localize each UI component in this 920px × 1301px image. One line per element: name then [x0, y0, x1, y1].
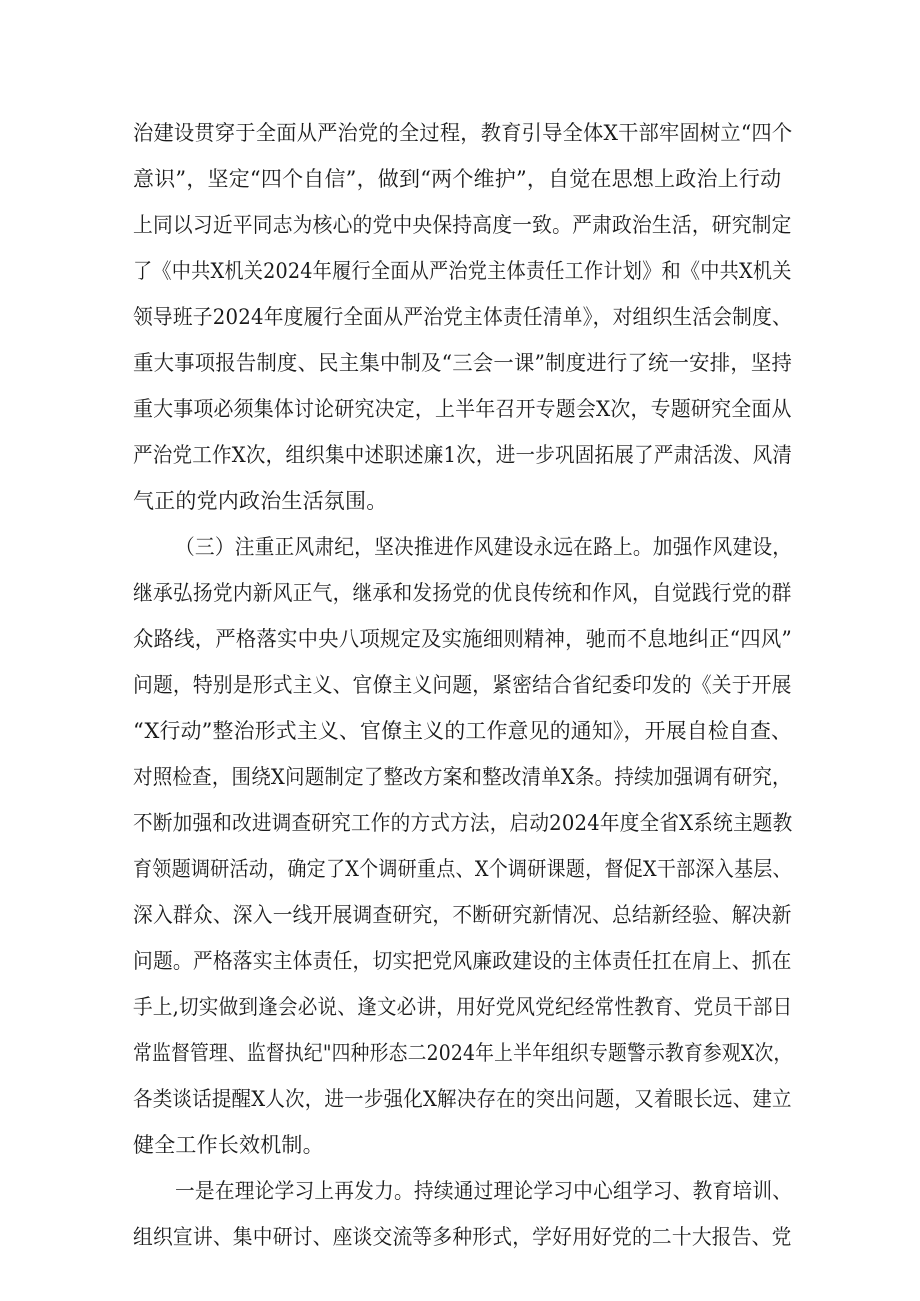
paragraph-line: 重大事项必须集体讨论研究决定，上半年召开专题会X次，专题研究全面从	[133, 397, 792, 421]
paragraph-line: 深入群众、深入一线开展调查研究，不断研究新情况、总结新经验、解决新	[133, 903, 792, 927]
paragraph-line: 气正的党内政治生活氛围。	[133, 489, 388, 513]
section-heading-line: （三）注重正风肃纪，坚决推进作风建设永远在路上。加强作风建设，	[175, 535, 793, 559]
paragraph-line: 继承弘扬党内新风正气，继承和发扬党的优良传统和作风，自觉践行党的群	[133, 581, 792, 605]
paragraph-line: “X行动”整治形式主义、官僚主义的工作意见的通知》，开展自检自查、	[133, 719, 793, 743]
paragraph-line: 了《中共X机关2024年履行全面从严治党主体责任工作计划》和《中共X机关	[133, 259, 792, 283]
paragraph-line: 重大事项报告制度、民主集中制及“三会一课”制度进行了统一安排，坚持	[133, 351, 793, 375]
paragraph-line: 众路线，严格落实中央八项规定及实施细则精神，驰而不息地纠正“四风”	[133, 627, 793, 651]
paragraph-line: 问题。严格落实主体责任，切实把党风廉政建设的主体责任扛在肩上、抓在	[133, 949, 792, 973]
paragraph-line: 领导班子2024年度履行全面从严治党主体责任清单》，对组织生活会制度、	[133, 305, 792, 329]
paragraph-line: 一是在理论学习上再发力。持续通过理论学习中心组学习、教育培训、	[175, 1179, 793, 1203]
paragraph-line: 育领题调研活动，确定了X个调研重点、X个调研课题，督促X干部深入基层、	[133, 857, 792, 881]
paragraph-line: 不断加强和改进调查研究工作的方式方法，启动2024年度全省X系统主题教	[133, 811, 793, 835]
paragraph-line: 常监督管理、监督执纪"四种形态二2024年上半年组织专题警示教育参观X次，	[133, 1041, 793, 1065]
paragraph-line: 健全工作长效机制。	[133, 1133, 324, 1157]
paragraph-line: 上同以习近平同志为核心的党中央保持高度一致。严肃政治生活，研究制定	[133, 213, 792, 237]
paragraph-line: 组织宣讲、集中研讨、座谈交流等多种形式，学好用好党的二十大报告、党	[133, 1225, 792, 1249]
paragraph-line: 意识”，坚定“四个自信”，做到“两个维护”，自觉在思想上政治上行动	[133, 167, 782, 191]
paragraph-line: 各类谈话提醒X人次，进一步强化X解决存在的突出问题，又着眼长远、建立	[133, 1087, 792, 1111]
paragraph-line: 严治党工作X次，组织集中述职述廉1次，进一步巩固拓展了严肃活泼、风清	[133, 443, 793, 467]
paragraph-line: 手上,切实做到逢会必说、逢文必讲，用好党风党纪经常性教育、党员干部日	[133, 995, 793, 1019]
paragraph-line: 治建设贯穿于全面从严治党的全过程，教育引导全体X干部牢固树立“四个	[133, 121, 793, 145]
paragraph-line: 对照检查，围绕X问题制定了整改方案和整改清单X条。持续加强调有研究，	[133, 765, 792, 789]
paragraph-line: 问题，特别是形式主义、官僚主义问题，紧密结合省纪委印发的《关于开展	[133, 673, 792, 697]
